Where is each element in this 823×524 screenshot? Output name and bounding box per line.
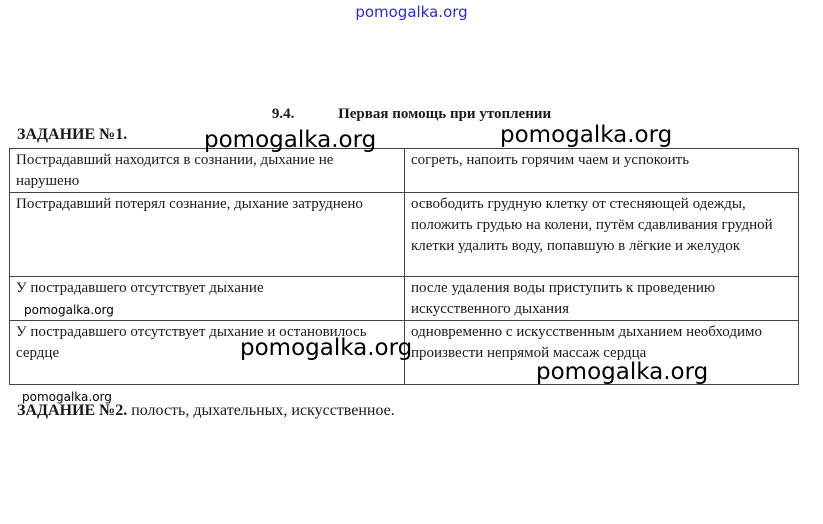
watermark: pomogalka.org [500,122,673,148]
table-row [10,149,799,193]
site-watermark-top: pomogalka.org [355,3,468,21]
table-row [10,277,799,321]
action-cell: одновременно с искусственным дыханием необходимо произвести непрямой массаж сердца [405,321,799,385]
section-number: 9.4. [271,106,295,122]
action-cell: согреть, напоить горячим чаем и успокоить [405,149,799,193]
task1-label: ЗАДАНИЕ №1. [17,126,128,143]
watermark: pomogalka.org [536,359,709,385]
task2-answer: полость, дыхательных, искусственное. [131,402,395,419]
watermark: pomogalka.org [204,127,377,153]
watermark: pomogalka.org [24,303,114,317]
task2-label: ЗАДАНИЕ №2. [17,402,128,419]
situation-cell: Пострадавший находится в сознании, дыхание не нарушено [10,149,405,193]
watermark: pomogalka.org [22,390,112,404]
action-cell: после удаления воды приступить к проведению искусственного дыхания [405,277,799,321]
situation-cell: Пострадавший потерял сознание, дыхание затруднено [10,193,405,277]
action-cell: освободить грудную клетку от стесняющей одежды, положить грудью на колени, путём сдавливания грудной клетки удалить воду, попавшую в лёгкие и желудок [405,193,799,277]
section-heading [0,106,823,123]
watermark: pomogalka.org [240,335,413,361]
section-title: Первая помощь при утоплении [338,106,552,122]
situation-cell: У пострадавшего отсутствует дыхание [10,277,405,321]
table-row [10,193,799,277]
task2-line [17,402,395,420]
situation-cell: У пострадавшего отсутствует дыхание и остановилось сердце [10,321,405,385]
